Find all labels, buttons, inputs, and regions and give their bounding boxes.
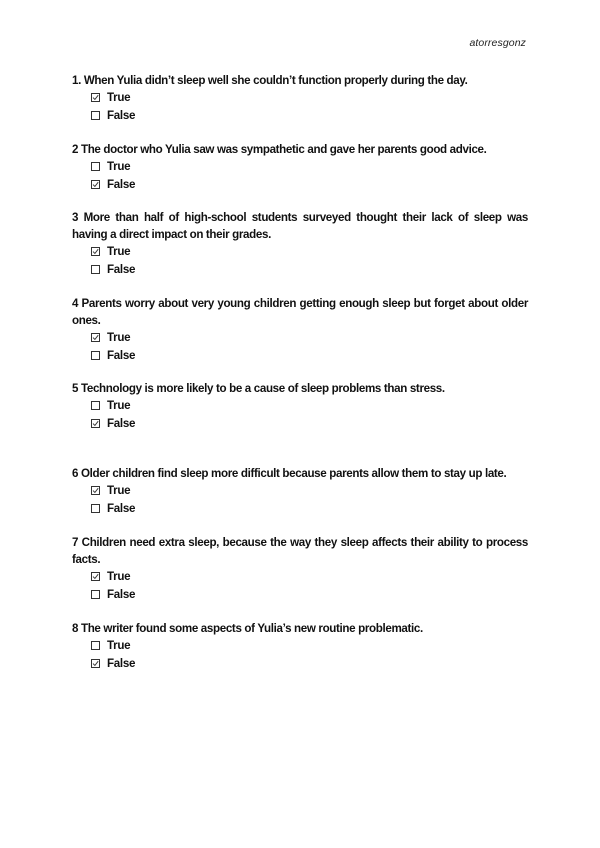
- question-1: [72, 72, 528, 124]
- checkbox[interactable]: [91, 504, 100, 513]
- checkbox[interactable]: [91, 659, 100, 668]
- option-true[interactable]: [91, 89, 528, 107]
- question-7: [72, 534, 528, 603]
- question-text: 7 Children need extra sleep, because the way they sleep affects their ability to process facts.: [72, 536, 528, 566]
- checkbox[interactable]: [91, 162, 100, 171]
- option-true[interactable]: [91, 329, 528, 347]
- check-icon: [92, 420, 99, 427]
- check-icon: [92, 181, 99, 188]
- checkbox[interactable]: [91, 180, 100, 189]
- option-true[interactable]: [91, 482, 528, 500]
- option-false[interactable]: [91, 655, 528, 673]
- option-false[interactable]: [91, 586, 528, 604]
- checkbox[interactable]: [91, 93, 100, 102]
- checkbox[interactable]: [91, 572, 100, 581]
- check-icon: [92, 94, 99, 101]
- option-label: True: [107, 245, 131, 259]
- checkbox[interactable]: [91, 111, 100, 120]
- check-icon: [92, 660, 99, 667]
- option-label: False: [107, 587, 136, 601]
- check-icon: [92, 248, 99, 255]
- option-false[interactable]: [91, 347, 528, 365]
- checkbox[interactable]: [91, 419, 100, 428]
- option-label: True: [107, 639, 131, 653]
- option-true[interactable]: [91, 568, 528, 586]
- option-true[interactable]: [91, 397, 528, 415]
- option-false[interactable]: [91, 261, 528, 279]
- question-text: 3 More than half of high-school students surveyed thought their lack of sleep was having a direct impact on their grades.: [72, 211, 528, 241]
- option-label: True: [107, 331, 131, 345]
- option-false[interactable]: [91, 415, 528, 433]
- checkbox[interactable]: [91, 247, 100, 256]
- option-true[interactable]: [91, 637, 528, 655]
- option-label: True: [107, 570, 131, 584]
- option-false[interactable]: [91, 107, 528, 125]
- checkbox[interactable]: [91, 641, 100, 650]
- checkbox[interactable]: [91, 265, 100, 274]
- option-label: False: [107, 501, 136, 515]
- checkbox[interactable]: [91, 401, 100, 410]
- checkbox[interactable]: [91, 333, 100, 342]
- option-false[interactable]: [91, 176, 528, 194]
- checkbox[interactable]: [91, 351, 100, 360]
- question-2: [72, 141, 528, 193]
- check-icon: [92, 487, 99, 494]
- question-text: 4 Parents worry about very young children getting enough sleep but forget about older ones.: [72, 297, 528, 327]
- checkbox[interactable]: [91, 486, 100, 495]
- check-icon: [92, 573, 99, 580]
- option-true[interactable]: [91, 158, 528, 176]
- option-label: False: [107, 656, 136, 670]
- question-4: [72, 295, 528, 364]
- question-text: 8 The writer found some aspects of Yulia’s new routine problematic.: [72, 622, 423, 635]
- author-name: atorresgonz: [469, 37, 526, 49]
- check-icon: [92, 334, 99, 341]
- option-label: False: [107, 177, 136, 191]
- option-label: True: [107, 399, 131, 413]
- question-6: [72, 465, 528, 517]
- option-label: False: [107, 348, 136, 362]
- question-text: 6 Older children find sleep more difficult because parents allow them to stay up late.: [72, 467, 507, 480]
- option-label: False: [107, 416, 136, 430]
- option-label: True: [107, 91, 131, 105]
- option-label: False: [107, 108, 136, 122]
- question-5: [72, 380, 528, 432]
- option-label: False: [107, 262, 136, 276]
- question-text: 2 The doctor who Yulia saw was sympathetic and gave her parents good advice.: [72, 143, 487, 156]
- question-8: [72, 620, 528, 672]
- option-label: True: [107, 484, 131, 498]
- checkbox[interactable]: [91, 590, 100, 599]
- option-true[interactable]: [91, 243, 528, 261]
- question-3: [72, 209, 528, 278]
- option-false[interactable]: [91, 500, 528, 518]
- question-text: 5 Technology is more likely to be a cause of sleep problems than stress.: [72, 382, 445, 395]
- question-text: 1. When Yulia didn’t sleep well she couldn’t function properly during the day.: [72, 74, 468, 87]
- option-label: True: [107, 160, 131, 174]
